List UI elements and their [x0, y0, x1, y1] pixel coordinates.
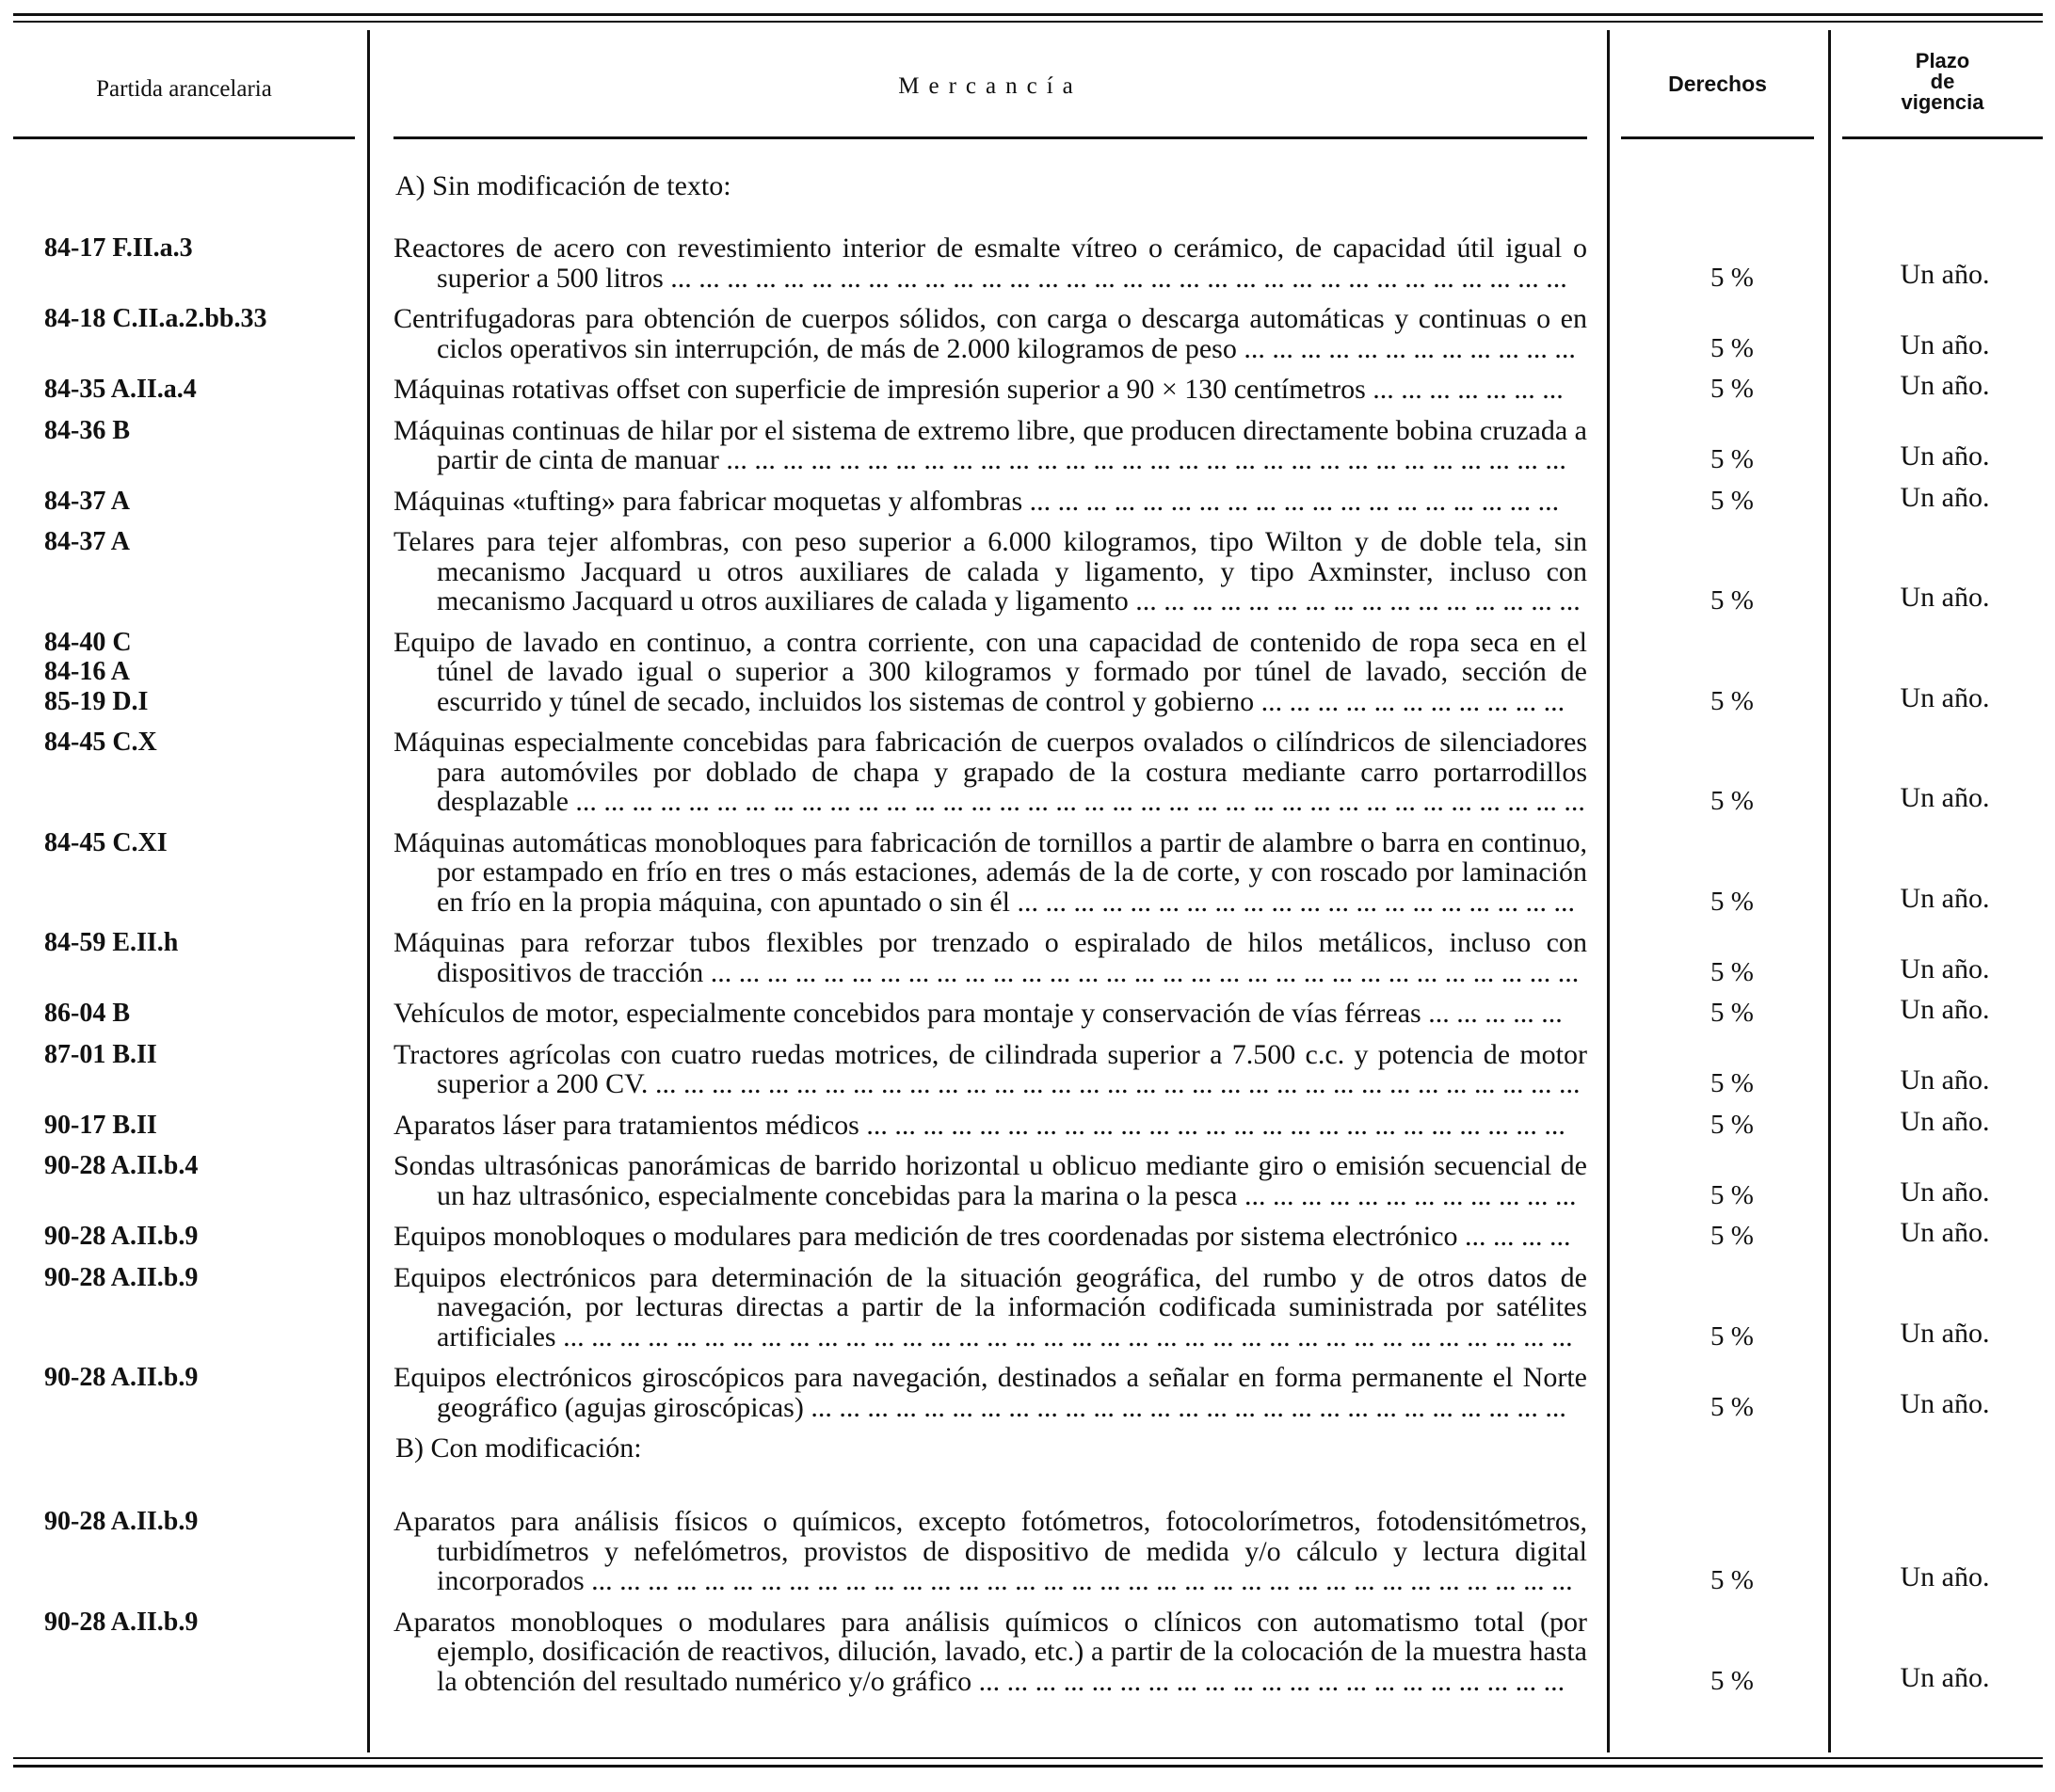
- validity-term: Un año.: [1900, 1387, 1990, 1419]
- goods-description: [393, 1040, 1587, 1099]
- duty-rate: 5 %: [1710, 1068, 1754, 1098]
- tariff-code-line: 84-45 C.XI: [44, 827, 168, 857]
- validity-term: Un año.: [1900, 1661, 1990, 1693]
- validity-term: Un año.: [1900, 681, 1990, 713]
- tariff-code: [44, 928, 355, 958]
- tariff-code: [44, 1507, 355, 1537]
- goods-description: [393, 1111, 1587, 1141]
- duty-rate: 5 %: [1710, 1221, 1754, 1251]
- tariff-code-line: 84-45 C.X: [44, 728, 157, 757]
- tariff-code-line: 87-01 B.II: [44, 1039, 157, 1069]
- validity-term: Un año.: [1900, 1217, 1990, 1248]
- duty-rate: 5 %: [1710, 585, 1754, 616]
- validity-term: Un año.: [1900, 1176, 1990, 1208]
- tariff-code: [44, 416, 355, 446]
- goods-description-text: Aparatos láser para tratamientos médicos: [393, 1109, 859, 1141]
- tariff-code-line: 84-17 F.II.a.3: [44, 233, 193, 263]
- goods-description-text: Máquinas continuas de hilar por el sistema de extremo libre, que producen directamente bobina cruzada a partir de cinta de manuar: [393, 414, 1587, 475]
- validity-term: Un año.: [1900, 582, 1990, 613]
- tariff-code-line: 84-37 A: [44, 527, 130, 556]
- goods-description-text: Telares para tejer alfombras, con peso superior a 6.000 kilogramos, tipo Wilton y de doble tela, sin mecanismo Jacquard u otros auxiliares de calada y ligamento, y tipo Axminster, incluso con mecanismo Jacquard u otros auxiliares de calada y ligamento: [393, 526, 1587, 616]
- duty-rate: 5 %: [1710, 1109, 1754, 1140]
- goods-description: [393, 233, 1587, 293]
- leader-dots: ... ... ... ... ... ... ... ... ... ... ... ... ... ... ... ...: [1128, 585, 1581, 616]
- tariff-code-line: 85-19 D.I: [44, 686, 149, 716]
- leader-dots: ... ... ... ...: [1457, 1221, 1571, 1252]
- goods-description-text: Tractores agrícolas con cuatro ruedas motrices, de cilindrada superior a 7.500 c.c. y potencia de motor superior a 200 CV.: [393, 1038, 1587, 1099]
- tariff-code-line: 90-28 A.II.b.9: [44, 1363, 199, 1392]
- header-rule-2: [393, 136, 1587, 139]
- header-rule-4: [1842, 136, 2043, 139]
- goods-description-text: Máquinas especialmente concebidas para fabricación de cuerpos ovalados o cilíndricos de silenciadores para automóviles por doblado de chapa y grapado de la costura mediante carro portarrodillos desplazable: [393, 727, 1587, 817]
- validity-term: Un año.: [1900, 952, 1990, 984]
- duty-rate: 5 %: [1710, 1179, 1754, 1210]
- header-derechos: Derechos: [1668, 72, 1767, 96]
- validity-term: Un año.: [1900, 481, 1990, 513]
- goods-description-text: Centrifugadoras para obtención de cuerpos sólidos, con carga o descarga automáticas y continuas o en ciclos operativos sin interrupción, de más de 2.000 kilogramos de peso: [393, 303, 1587, 364]
- tariff-code: [44, 828, 355, 858]
- leader-dots: ... ... ... ... ... ... ... ... ... ... ... ... ... ... ... ... ... ... ... ... ... ... ... ... ... ... ... ... ... ... ... ... ... ... ...: [584, 1565, 1573, 1596]
- goods-description: [393, 999, 1587, 1029]
- goods-description: [393, 728, 1587, 817]
- tariff-code: [44, 728, 355, 758]
- column-divider-1: [367, 30, 370, 1752]
- tariff-code-line: 90-28 A.II.b.4: [44, 1151, 199, 1180]
- goods-description-text: Aparatos monobloques o modulares para análisis químicos o clínicos con automatismo total (por ejemplo, dosificación de reactivos, dilución, lavado, etc.) a partir de la colocación de la muestra hasta la obtención del resultado numérico y/o gráfico: [393, 1606, 1587, 1697]
- tariff-code: [44, 1263, 355, 1293]
- duty-rate: 5 %: [1710, 1665, 1754, 1696]
- validity-term: Un año.: [1900, 1064, 1990, 1096]
- leader-dots: ... ... ... ... ... ... ... ... ... ... ... ... ... ... ... ... ... ... ... ... ... ... ... ... ... ... ... ... ... ... ... ... ... ... ... ...: [568, 786, 1585, 817]
- header-plazo-vigencia: Plazo de vigencia: [1901, 49, 1984, 114]
- tariff-code: [44, 1222, 355, 1252]
- leader-dots: ... ... ... ... ...: [1421, 998, 1563, 1029]
- tariff-code: [44, 1151, 355, 1181]
- duty-rate: 5 %: [1710, 956, 1754, 987]
- validity-term: Un año.: [1900, 882, 1990, 914]
- leader-dots: ... ... ... ... ... ... ... ... ... ... ... ... ... ... ... ... ... ... ... ... ... ... ... ... ... ... ... ... ... ... ... ... ...: [648, 1068, 1581, 1099]
- leader-dots: ... ... ... ... ... ... ... ... ... ... ... ... ... ... ... ... ... ... ... ... ... ... ... ... ... ... ... ... ... ... ...: [703, 956, 1580, 988]
- validity-term: Un año.: [1900, 258, 1990, 290]
- goods-description: [393, 1363, 1587, 1422]
- leader-dots: ... ... ... ... ... ... ... ... ... ... ... ... ... ... ... ... ... ... ... ... ... ... ... ... ... ... ... ... ... ... ... ...: [663, 262, 1567, 294]
- goods-description-text: Máquinas «tufting» para fabricar moquetas y alfombras: [393, 485, 1023, 517]
- bottom-rule: [13, 1757, 2043, 1759]
- duty-rate: 5 %: [1710, 786, 1754, 816]
- goods-description: [393, 928, 1587, 987]
- duty-rate: 5 %: [1710, 444, 1754, 474]
- leader-dots: ... ... ... ... ... ... ... ... ... ... ... ... ... ... ... ... ... ... ... ... ... ... ... ... ... ... ... ... ... ...: [718, 444, 1566, 475]
- validity-term: Un año.: [1900, 370, 1990, 401]
- duty-rate: 5 %: [1710, 262, 1754, 293]
- tariff-code: [44, 527, 355, 557]
- validity-term: Un año.: [1900, 1561, 1990, 1592]
- tariff-code-line: 84-16 A: [44, 657, 130, 686]
- header-partida: Partida arancelaria: [96, 76, 272, 102]
- leader-dots: ... ... ... ... ... ... ... ... ... ... ... ...: [1236, 332, 1576, 364]
- tariff-code-line: 90-28 A.II.b.9: [44, 1222, 199, 1251]
- tariff-code-line: 86-04 B: [44, 999, 130, 1028]
- leader-dots: ... ... ... ... ... ... ... ... ... ... ...: [1254, 685, 1565, 717]
- goods-description-text: Equipos electrónicos giroscópicos para navegación, destinados a señalar en forma permanente el Norte geográfico (agujas giroscópicas): [393, 1362, 1587, 1423]
- goods-description: [393, 1507, 1587, 1596]
- tariff-code: [44, 628, 355, 717]
- goods-description-text: Equipos electrónicos para determinación de la situación geográfica, del rumbo y de otros datos de navegación, por lecturas directas a partir de la información codificada suministrada por satélites artificiales: [393, 1261, 1587, 1352]
- section-title: A) Sin modificación de texto:: [395, 170, 731, 201]
- tariff-code: [44, 1363, 355, 1393]
- duty-rate: 5 %: [1710, 998, 1754, 1028]
- tariff-code: [44, 999, 355, 1029]
- leader-dots: ... ... ... ... ... ... ... ... ... ... ... ... ... ... ... ... ... ... ... ... ... ... ... ... ... ... ...: [803, 1391, 1566, 1423]
- goods-description-text: Máquinas para reforzar tubos flexibles por trenzado o espiralado de hilos metálicos, incluso con dispositivos de tracción: [393, 927, 1587, 988]
- leader-dots: ... ... ... ... ... ... ... ... ... ... ... ... ... ... ... ... ... ... ... ... ...: [971, 1665, 1565, 1697]
- goods-description: [393, 304, 1587, 363]
- tariff-code-line: 84-59 E.II.h: [44, 928, 179, 957]
- tariff-code-line: 84-37 A: [44, 486, 130, 516]
- tariff-code-line: 84-35 A.II.a.4: [44, 375, 197, 404]
- validity-term: Un año.: [1900, 328, 1990, 360]
- tariff-code: [44, 233, 355, 264]
- duty-rate: 5 %: [1710, 374, 1754, 404]
- goods-description: [393, 628, 1587, 717]
- validity-term: Un año.: [1900, 994, 1990, 1025]
- tariff-code: [44, 304, 355, 334]
- goods-description: [393, 527, 1587, 616]
- goods-description: [393, 1608, 1587, 1697]
- goods-description: [393, 1222, 1587, 1252]
- duty-rate: 5 %: [1710, 485, 1754, 516]
- top-rule: [13, 13, 2043, 16]
- goods-description: [393, 487, 1587, 517]
- tariff-code-line: 84-18 C.II.a.2.bb.33: [44, 304, 267, 333]
- validity-term: Un año.: [1900, 782, 1990, 813]
- leader-dots: ... ... ... ... ... ... ... ... ... ... ... ...: [1237, 1179, 1577, 1211]
- header-rule-1: [13, 136, 355, 139]
- column-divider-2: [1607, 30, 1610, 1752]
- goods-description-text: Máquinas rotativas offset con superficie de impresión superior a 90 × 130 centímetros: [393, 374, 1366, 405]
- validity-term: Un año.: [1900, 1317, 1990, 1349]
- tariff-code-line: 90-17 B.II: [44, 1110, 157, 1140]
- leader-dots: ... ... ... ... ... ... ... ... ... ... ... ... ... ... ... ... ... ... ...: [1022, 485, 1560, 517]
- header-mercancia: Mercancía: [898, 73, 1083, 99]
- tariff-code: [44, 487, 355, 517]
- tariff-code: [44, 375, 355, 405]
- top-rule-inner: [13, 21, 2043, 23]
- leader-dots: ... ... ... ... ... ... ... ... ... ... ... ... ... ... ... ... ... ... ... ...: [1009, 886, 1575, 918]
- validity-term: Un año.: [1900, 440, 1990, 472]
- column-divider-3: [1828, 30, 1831, 1752]
- tariff-code-line: 90-28 A.II.b.9: [44, 1607, 199, 1637]
- tariff-code: [44, 1608, 355, 1638]
- duty-rate: 5 %: [1710, 1391, 1754, 1422]
- goods-description-text: Vehículos de motor, especialmente concebidos para montaje y conservación de vías férreas: [393, 998, 1421, 1029]
- goods-description-text: Máquinas automáticas monobloques para fabricación de tornillos a partir de alambre o barra en continuo, por estampado en frío en tres o más estaciones, además de la de corte, y con roscado por laminación en frío en la propia máquina, con apuntado o sin él: [393, 826, 1587, 918]
- duty-rate: 5 %: [1710, 1565, 1754, 1595]
- tariff-code-line: 84-40 C: [44, 627, 132, 657]
- section-title: B) Con modificación:: [395, 1432, 642, 1464]
- leader-dots: ... ... ... ... ... ... ... ... ... ... ... ... ... ... ... ... ... ... ... ... ... ... ... ... ... ... ... ... ... ... ... ... ... ... ... ...: [555, 1320, 1573, 1352]
- leader-dots: ... ... ... ... ... ... ...: [1365, 374, 1564, 405]
- tariff-code-line: 84-36 B: [44, 415, 130, 445]
- goods-description: [393, 416, 1587, 475]
- goods-description-text: Reactores de acero con revestimiento interior de esmalte vítreo o cerámico, de capacidad útil igual o superior a 500 litros: [393, 232, 1587, 294]
- goods-description: [393, 1151, 1587, 1210]
- goods-description-text: Equipos monobloques o modulares para medición de tres coordenadas por sistema electrónico: [393, 1221, 1458, 1252]
- goods-description-text: Equipo de lavado en continuo, a contra corriente, con una capacidad de contenido de ropa seca en el túnel de lavado igual o superior a 300 kilogramos y formado por túnel de lavado, sección de escurrido y túnel de secado, incluidos los sistemas de control y gobierno: [393, 626, 1587, 717]
- duty-rate: 5 %: [1710, 685, 1754, 716]
- tariff-code: [44, 1040, 355, 1070]
- bottom-rule-inner: [13, 1765, 2043, 1768]
- goods-description: [393, 1263, 1587, 1352]
- goods-description: [393, 375, 1587, 405]
- validity-term: Un año.: [1900, 1105, 1990, 1137]
- leader-dots: ... ... ... ... ... ... ... ... ... ... ... ... ... ... ... ... ... ... ... ... ... ... ... ... ...: [859, 1109, 1565, 1141]
- tariff-code-line: 90-28 A.II.b.9: [44, 1262, 199, 1292]
- goods-description-text: Sondas ultrasónicas panorámicas de barrido horizontal u oblicuo mediante giro o emisión secuencial de un haz ultrasónico, especialmente concebidas para la marina o la pesca: [393, 1150, 1587, 1211]
- tariff-code-line: 90-28 A.II.b.9: [44, 1507, 199, 1536]
- header-rule-3: [1621, 136, 1814, 139]
- tariff-code: [44, 1111, 355, 1141]
- goods-description-text: Aparatos para análisis físicos o químicos, excepto fotómetros, fotocolorímetros, fotodensitómetros, turbidímetros y nefelómetros, provistos de dispositivo de medida y/o cálculo y lectura digital incorporados: [393, 1506, 1587, 1596]
- duty-rate: 5 %: [1710, 886, 1754, 917]
- duty-rate: 5 %: [1710, 1320, 1754, 1352]
- duty-rate: 5 %: [1710, 332, 1754, 363]
- goods-description: [393, 828, 1587, 918]
